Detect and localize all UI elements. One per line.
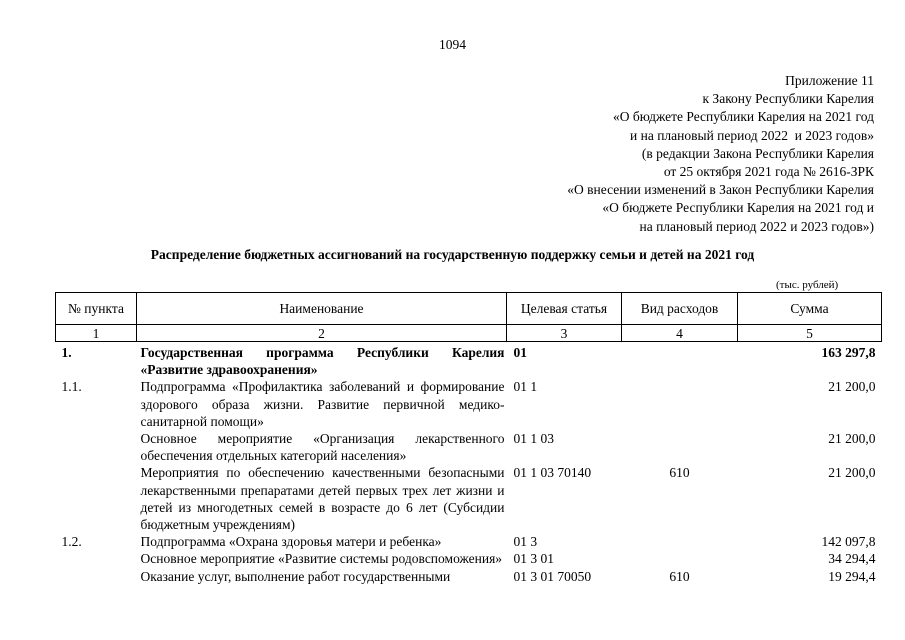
page-number: 1094 — [439, 37, 466, 52]
cell-kind — [622, 378, 738, 430]
cell-kind — [622, 342, 738, 379]
units-label: (тыс. рублей) — [776, 279, 839, 291]
cell-name: Государственная программа Республики Карелия «Развитие здравоохранения» — [140, 345, 505, 378]
column-header-kind: Вид расходов — [622, 293, 738, 325]
cell-kind: 610 — [669, 465, 690, 481]
table-body — [56, 342, 882, 585]
table-row — [56, 464, 882, 533]
column-number: 1 — [56, 325, 137, 342]
cell-number — [56, 464, 137, 533]
cell-name: Мероприятия по обеспечению качественными безопасными лекарственными препаратами детей первых трех лет жизни и детей из многодетных семей в возрасте до 6 лет (Субсидии бюджетным учреждениям) — [140, 465, 505, 533]
budget-table — [55, 292, 882, 585]
cell-name: Основное мероприятие «Организация лекарственного обеспечения отдельных категорий населения» — [140, 431, 505, 464]
table-header-row — [56, 293, 882, 325]
cell-number: 1. — [61, 345, 72, 360]
cell-number — [56, 568, 137, 585]
cell-sum: 21 200,0 — [828, 431, 876, 447]
cell-sum: 21 200,0 — [828, 465, 876, 481]
column-number: 5 — [738, 325, 882, 342]
cell-number — [56, 430, 137, 464]
appendix-line: и на плановый период 2022 и 2023 годов» — [630, 127, 874, 143]
document-title: Распределение бюджетных ассигнований на государственную поддержку семьи и детей на 2021 год — [150, 247, 755, 262]
table-row — [56, 342, 882, 379]
cell-name: Оказание услуг, выполнение работ государственными — [140, 568, 451, 584]
cell-target: 01 1 03 70140 — [513, 465, 592, 481]
appendix-line: на плановый период 2022 и 2023 годов») — [639, 218, 874, 234]
cell-target: 01 1 — [513, 379, 538, 395]
cell-target: 01 1 03 — [513, 431, 554, 447]
column-number: 2 — [137, 325, 507, 342]
table-column-numbers-row — [56, 325, 882, 342]
appendix-header — [567, 72, 874, 236]
column-number: 3 — [507, 325, 622, 342]
appendix-line: Приложение 11 — [785, 73, 874, 88]
cell-target: 01 3 — [513, 534, 538, 550]
cell-sum: 19 294,4 — [828, 568, 876, 584]
appendix-line: «О бюджете Республики Карелия на 2021 год и — [602, 200, 874, 216]
cell-kind — [622, 430, 738, 464]
cell-sum: 142 097,8 — [821, 534, 876, 550]
cell-kind — [622, 533, 738, 550]
cell-number — [56, 550, 137, 567]
appendix-line: «О бюджете Республики Карелия на 2021 год — [612, 109, 874, 125]
table-row — [56, 550, 882, 567]
column-header-name: Наименование — [137, 293, 507, 325]
table-row — [56, 378, 882, 430]
column-header-number: № пункта — [56, 293, 137, 325]
cell-target: 01 3 01 70050 — [513, 568, 592, 584]
cell-kind: 610 — [669, 568, 690, 584]
cell-target: 01 — [513, 345, 527, 360]
appendix-line: к Закону Республики Карелия — [702, 91, 874, 107]
appendix-line: «О внесении изменений в Закон Республики Карелия — [567, 182, 874, 198]
cell-name: Основное мероприятие «Развитие системы родовспоможения» — [140, 551, 503, 567]
column-header-sum: Сумма — [738, 293, 882, 325]
cell-name: Подпрограмма «Профилактика заболеваний и формирование здорового образа жизни. Развитие первичной медико-санитарной помощи» — [140, 379, 505, 429]
table-row — [56, 430, 882, 464]
table-row — [56, 568, 882, 585]
appendix-line: от 25 октября 2021 года № 2616-ЗРК — [663, 164, 874, 180]
cell-sum: 34 294,4 — [828, 551, 876, 567]
cell-sum: 163 297,8 — [821, 345, 876, 360]
column-number: 4 — [622, 325, 738, 342]
table-row — [56, 533, 882, 550]
cell-number: 1.1. — [61, 379, 82, 395]
cell-sum: 21 200,0 — [828, 379, 876, 395]
cell-target: 01 3 01 — [513, 551, 554, 567]
cell-number: 1.2. — [61, 534, 82, 550]
appendix-line: (в редакции Закона Республики Карелия — [641, 145, 874, 161]
cell-name: Подпрограмма «Охрана здоровья матери и ребенка» — [140, 534, 442, 550]
column-header-target: Целевая статья — [507, 293, 622, 325]
cell-kind — [622, 550, 738, 567]
